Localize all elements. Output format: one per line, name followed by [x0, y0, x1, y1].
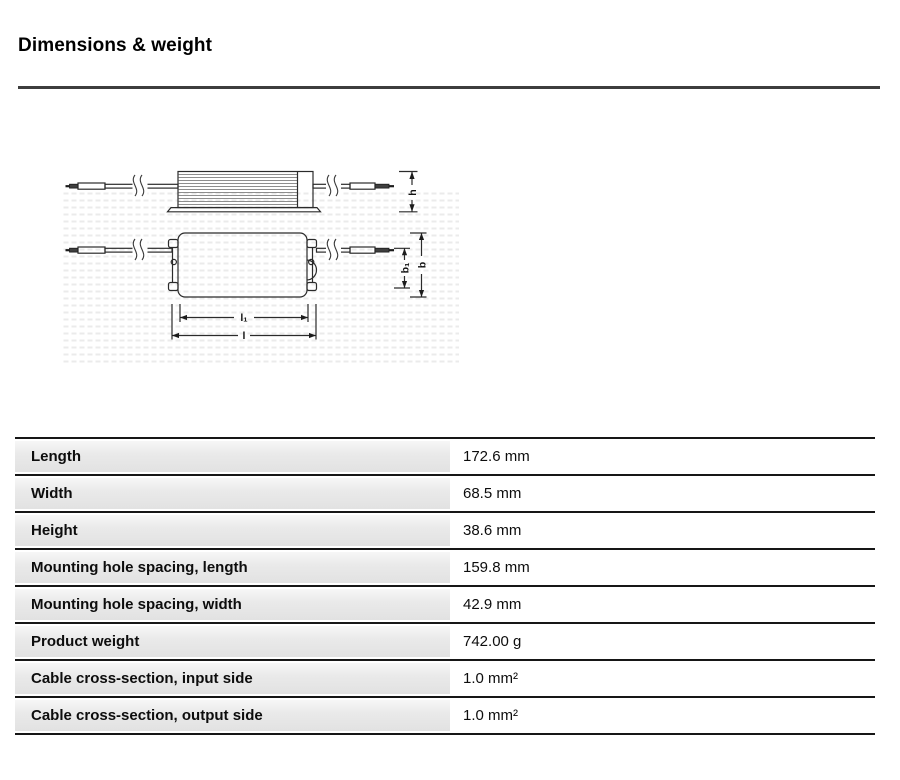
row-label-cell [15, 476, 450, 511]
table-row [15, 585, 875, 622]
row-label: Height [15, 515, 450, 546]
table-row [15, 548, 875, 585]
dimension-drawing [55, 148, 465, 368]
row-label-cell [15, 624, 450, 659]
row-label: Width [15, 478, 450, 509]
row-label: Mounting hole spacing, width [15, 589, 450, 620]
row-label-cell [15, 661, 450, 696]
row-value: 742.00 g [463, 633, 522, 650]
page-title: Dimensions & weight [18, 35, 213, 56]
row-value: 1.0 mm² [463, 670, 519, 687]
table-row [15, 474, 875, 511]
table-row [15, 622, 875, 659]
row-label-cell [15, 439, 450, 474]
background-texture [61, 192, 459, 366]
row-label: Mounting hole spacing, length [15, 552, 450, 583]
table-row [15, 696, 875, 735]
table-row [15, 511, 875, 548]
dimension-diagram-svg [55, 148, 465, 368]
row-label-cell [15, 698, 450, 733]
row-label-cell [15, 587, 450, 622]
row-label-cell [15, 550, 450, 585]
dim-label-l1: l₁ [240, 312, 248, 324]
row-value: 159.8 mm [463, 559, 530, 576]
table-row [15, 659, 875, 696]
row-value: 172.6 mm [463, 448, 530, 465]
row-value: 42.9 mm [463, 596, 522, 613]
dim-label-b: b [416, 261, 429, 269]
row-label-cell [15, 513, 450, 548]
dim-label-h: h [407, 189, 419, 196]
dimensions-table [15, 437, 875, 735]
row-value: 68.5 mm [463, 485, 522, 502]
row-label: Cable cross-section, input side [15, 663, 450, 694]
dim-label-l: l [242, 330, 246, 342]
row-label: Product weight [15, 626, 450, 657]
row-label: Length [15, 441, 450, 472]
table-row [15, 437, 875, 474]
title-rule [18, 86, 880, 89]
dim-label-b1: b₁ [399, 262, 412, 274]
row-value: 1.0 mm² [463, 707, 519, 724]
row-value: 38.6 mm [463, 522, 522, 539]
row-label: Cable cross-section, output side [15, 700, 450, 731]
